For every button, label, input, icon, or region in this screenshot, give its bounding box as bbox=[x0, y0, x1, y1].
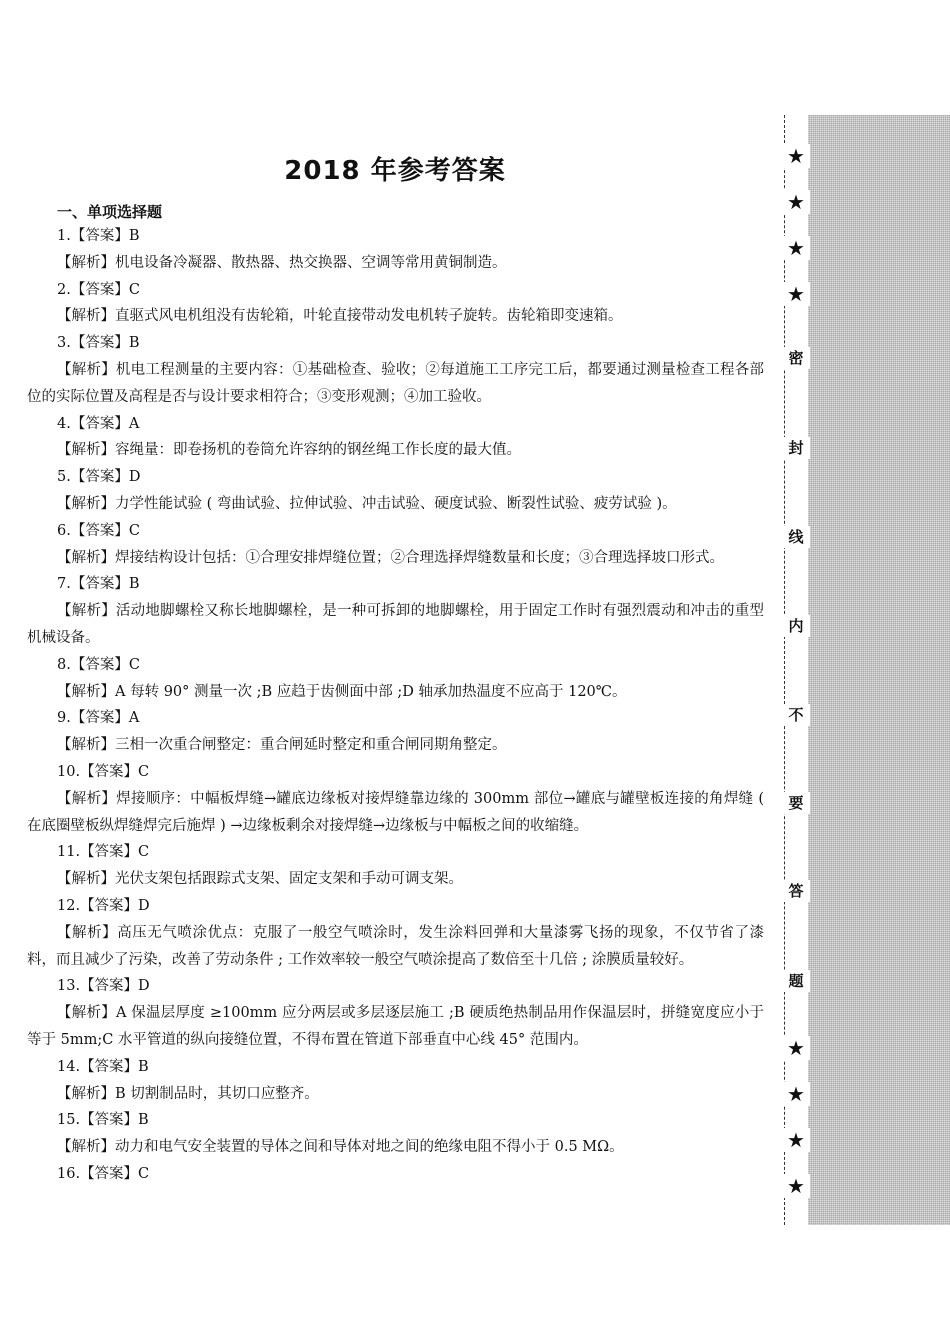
answer-line: 10.【答案】C bbox=[57, 763, 150, 780]
answer-line: 8.【答案】C bbox=[57, 656, 140, 673]
star-icon: ★ bbox=[782, 1082, 810, 1106]
seal-char: 答 bbox=[782, 880, 810, 902]
star-icon: ★ bbox=[782, 1174, 810, 1198]
answer-line: 12.【答案】D bbox=[57, 897, 150, 914]
answer-line: 16.【答案】C bbox=[57, 1165, 150, 1182]
page-title: 2018 年参考答案 bbox=[284, 156, 506, 186]
analysis-paragraph: 【解析】力学性能试验 ( 弯曲试验、拉伸试验、冲击试验、硬度试验、断裂性试验、疲劳试验 )。 bbox=[57, 495, 677, 512]
analysis-paragraph: 【解析】直驱式风电机组没有齿轮箱，叶轮直接带动发电机转子旋转。齿轮箱即变速箱。 bbox=[57, 308, 623, 325]
seal-char: 密 bbox=[782, 347, 810, 369]
answer-line: 4.【答案】A bbox=[57, 415, 140, 432]
star-icon: ★ bbox=[782, 144, 810, 168]
answer-line: 14.【答案】B bbox=[57, 1058, 149, 1075]
seal-char: 封 bbox=[782, 437, 810, 459]
seal-char: 不 bbox=[782, 704, 810, 726]
analysis-paragraph: 【解析】A 保温层厚度 ≥100mm 应分两层或多层逐层施工 ;B 硬质绝热制品用作保温层时，拼缝宽度应小于等于 5mm;C 水平管道的纵向接缝位置，不得布置在管道下部垂直中心线 45° 范围内。 bbox=[27, 1005, 764, 1048]
star-icon: ★ bbox=[782, 236, 810, 260]
answer-line: 3.【答案】B bbox=[57, 335, 140, 352]
answer-line: 5.【答案】D bbox=[57, 469, 141, 486]
star-icon: ★ bbox=[782, 1128, 810, 1152]
analysis-paragraph: 【解析】活动地脚螺栓又称长地脚螺栓，是一种可拆卸的地脚螺栓，用于固定工作时有强烈震动和冲击的重型机械设备。 bbox=[27, 603, 764, 646]
seal-char: 要 bbox=[782, 792, 810, 814]
answer-line: 7.【答案】B bbox=[57, 576, 140, 593]
analysis-paragraph: 【解析】容绳量：即卷扬机的卷筒允许容纳的钢丝绳工作长度的最大值。 bbox=[57, 442, 521, 459]
star-icon: ★ bbox=[782, 1036, 810, 1060]
binding-margin-strip bbox=[808, 115, 950, 1225]
star-icon: ★ bbox=[782, 190, 810, 214]
analysis-paragraph: 【解析】焊接结构设计包括：①合理安排焊缝位置；②合理选择焊缝数量和长度；③合理选择坡口形式。 bbox=[57, 549, 724, 566]
analysis-paragraph: 【解析】动力和电气安全装置的导体之间和导体对地之间的绝缘电阻不得小于 0.5 MΩ。 bbox=[57, 1139, 624, 1156]
seal-char: 题 bbox=[782, 970, 810, 992]
seal-char: 内 bbox=[782, 615, 810, 637]
analysis-paragraph: 【解析】机电工程测量的主要内容：①基础检查、验收；②每道施工工序完工后，都要通过测量检查工程各部位的实际位置及高程是否与设计要求相符合；③变形观测；④加工验收。 bbox=[27, 361, 764, 405]
analysis-paragraph: 【解析】焊接顺序：中幅板焊缝→罐底边缘板对接焊缝靠边缘的 300mm 部位→罐底与罐壁板连接的角焊缝 ( 在底圈壁板纵焊缝焊完后施焊 ) →边缘板剩余对接焊缝→边缘板与中幅板之间的收缩缝。 bbox=[27, 790, 764, 834]
answer-line: 13.【答案】D bbox=[57, 978, 150, 995]
answer-line: 15.【答案】B bbox=[57, 1112, 149, 1129]
answer-line: 9.【答案】A bbox=[57, 710, 140, 727]
answer-line: 2.【答案】C bbox=[57, 281, 140, 298]
answer-line: 11.【答案】C bbox=[57, 844, 150, 861]
analysis-paragraph: 【解析】光伏支架包括跟踪式支架、固定支架和手动可调支架。 bbox=[57, 871, 463, 888]
analysis-paragraph: 【解析】三相一次重合闸整定：重合闸延时整定和重合闸同期角整定。 bbox=[57, 737, 507, 754]
analysis-paragraph: 【解析】机电设备冷凝器、散热器、热交换器、空调等常用黄铜制造。 bbox=[57, 254, 507, 271]
answer-line: 1.【答案】B bbox=[57, 228, 140, 244]
star-icon: ★ bbox=[782, 282, 810, 306]
analysis-paragraph: 【解析】B 切割制品时，其切口应整齐。 bbox=[57, 1085, 319, 1102]
seal-char: 线 bbox=[782, 526, 810, 548]
answer-list bbox=[27, 223, 764, 1188]
answer-line: 6.【答案】C bbox=[57, 522, 140, 539]
section-heading: 一、单项选择题 bbox=[57, 203, 163, 221]
analysis-paragraph: 【解析】高压无气喷涂优点：克服了一般空气喷涂时，发生涂料回弹和大量漆雾飞扬的现象，不仅节省了漆料，而且减少了污染，改善了劳动条件 ; 工作效率较一般空气喷涂提高了数倍至十几倍 ; 涂膜质量较好。 bbox=[27, 924, 764, 968]
analysis-paragraph: 【解析】A 每转 90° 测量一次 ;B 应趋于齿侧面中部 ;D 轴承加热温度不应高于 120℃。 bbox=[57, 683, 627, 700]
